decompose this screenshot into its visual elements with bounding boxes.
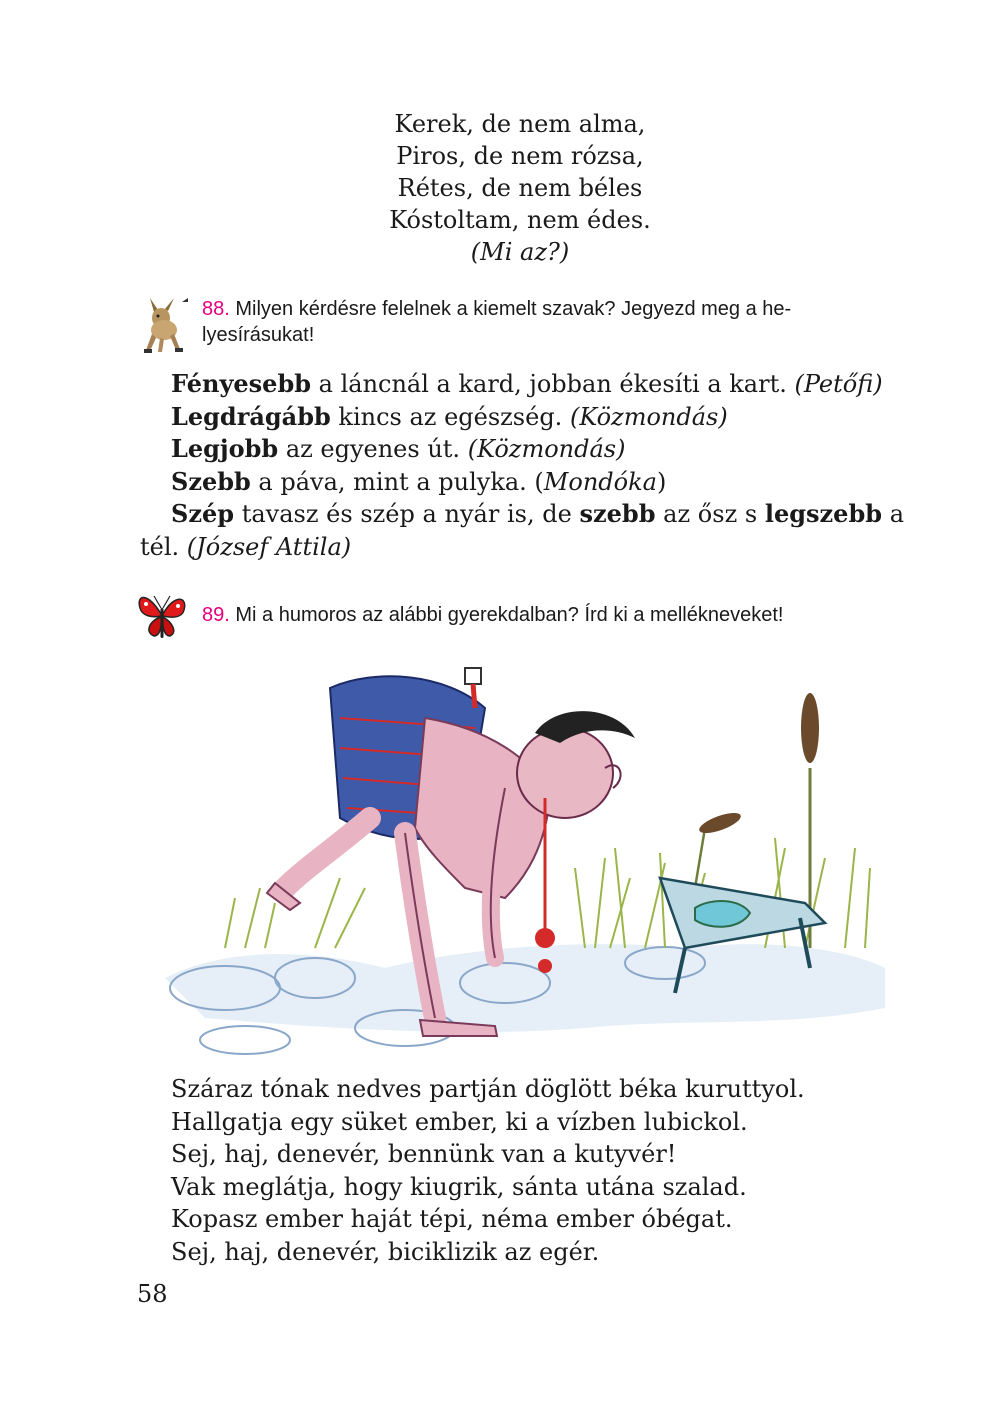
task-88-line-2: lyesírásukat! (202, 324, 315, 346)
task-number: 89. (202, 604, 230, 626)
quote-source: (Közmondás) (467, 435, 626, 463)
quote-text: a tél. (140, 500, 904, 561)
task-text: Milyen kérdésre felelnek a kiemelt szavak? Jegyezd meg a he- (235, 298, 792, 320)
bold-word: Legjobb (171, 434, 279, 463)
donkey-icon (134, 294, 192, 356)
task-text: Mi a humoros az alábbi gyerekdalban? Írd ki a mellékneveket! (235, 604, 784, 626)
quote-text: kincs az egészség. (330, 402, 570, 431)
quotes-block (140, 368, 904, 563)
quote-line (140, 498, 904, 563)
quote-source: (Közmondás) (569, 402, 728, 431)
page-number: 58 (137, 1280, 168, 1308)
quote-line (140, 368, 904, 401)
bold-word: Szép (171, 499, 235, 528)
quote-source: (József Attila) (186, 532, 352, 561)
quote-source: (Petőfi) (794, 370, 883, 398)
bold-word: Szebb (171, 466, 251, 496)
bold-word: Legdrágább (171, 401, 331, 431)
task-89 (202, 602, 912, 628)
song-line: Hallgatja egy süket ember, ki a vízben lubickol. (171, 1107, 748, 1136)
illustration-bending-man (165, 648, 885, 1058)
song-line: Vak meglátja, hogy kiugrik, sánta utána szalad. (171, 1172, 747, 1201)
riddle-line: Kóstoltam, nem édes. (389, 206, 651, 234)
quote-text: a láncnál a kard, jobban ékesíti a kart. (311, 370, 795, 398)
quote-source: Mondóka (543, 467, 657, 496)
quote-line (140, 433, 904, 466)
quote-line (140, 466, 904, 499)
bold-word: szebb (579, 499, 656, 528)
bold-word: Fényesebb (171, 369, 312, 398)
butterfly-icon (134, 586, 190, 644)
task-88 (202, 296, 912, 348)
song-line: Sej, haj, denevér, biciklizik az egér. (171, 1237, 600, 1266)
bold-word: legszebb (764, 499, 883, 528)
quote-text: a páva, mint a pulyka. ( (250, 467, 544, 496)
quote-text: az ősz s (655, 500, 765, 528)
song-line: Sej, haj, denevér, bennünk van a kutyvér! (171, 1140, 677, 1168)
quote-text: az egyenes út. (278, 435, 468, 463)
song-line: Kopasz ember haját tépi, néma ember óbégat. (171, 1205, 733, 1233)
task-number: 88. (202, 298, 230, 320)
task-88-line-1 (202, 296, 912, 322)
riddle-poem (330, 108, 710, 268)
song-line: Száraz tónak nedves partján döglött béka kuruttyol. (171, 1075, 805, 1103)
riddle-answer: (Mi az?) (470, 238, 570, 266)
riddle-line: Rétes, de nem béles (397, 174, 643, 202)
riddle-line: Kerek, de nem alma, (394, 110, 646, 138)
riddle-line: Piros, de nem rózsa, (396, 142, 644, 170)
quote-line (140, 401, 904, 434)
song-poem (171, 1073, 891, 1268)
quote-text: ) (656, 467, 667, 496)
quote-text: tavasz és szép a nyár is, de (234, 500, 580, 528)
